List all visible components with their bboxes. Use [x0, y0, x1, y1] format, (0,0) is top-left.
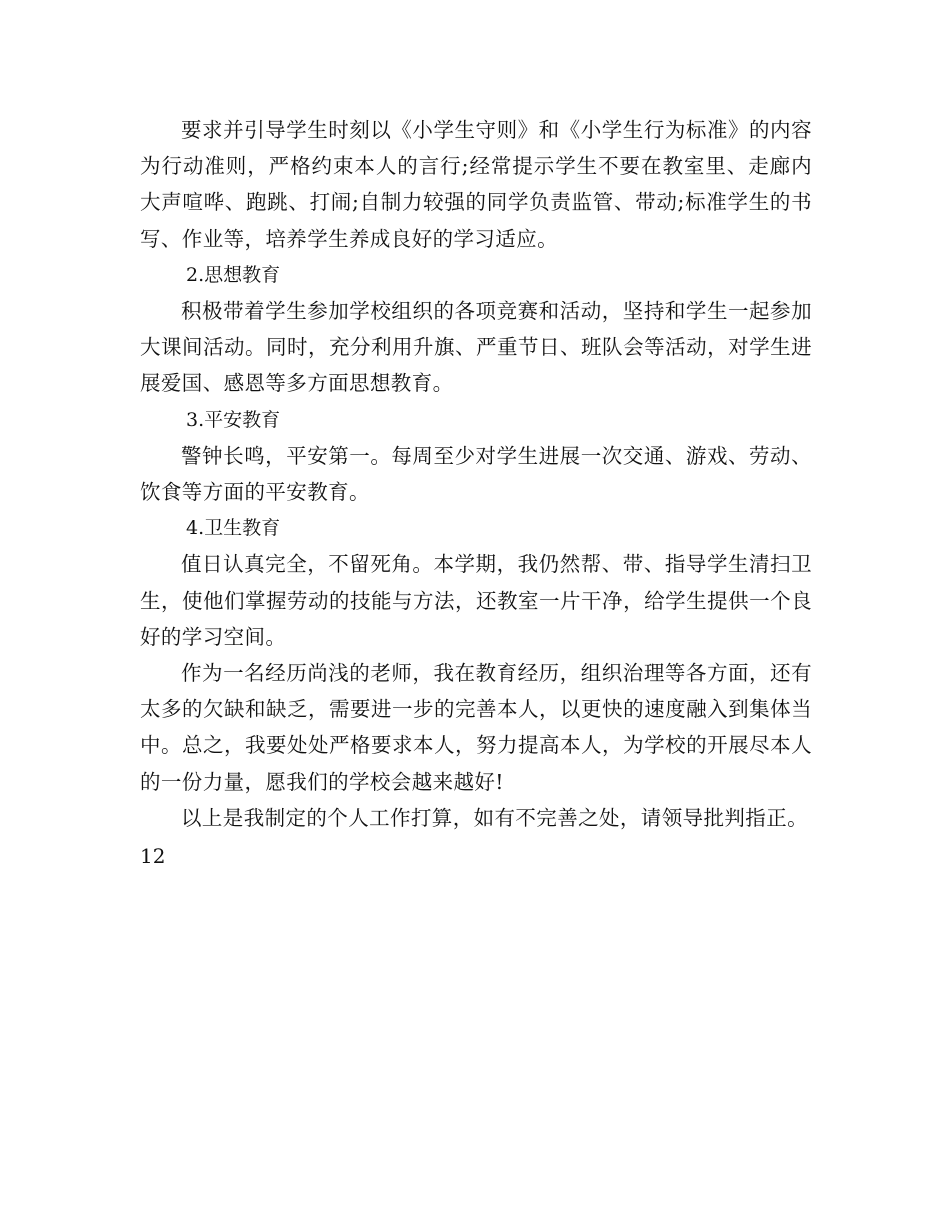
heading-hygiene-education: 4.卫生教育: [186, 517, 281, 540]
paragraph-ideological-education: 积极带着学生参加学校组织的各项竞赛和活动，坚持和学生一起参加大课间活动。同时，充分利用升旗、严重节日、班队会等活动，对学生进展爱国、感恩等多方面思想教育。: [140, 299, 812, 396]
heading-safety-education: 3.平安教育: [186, 408, 281, 431]
paragraph-self-reflection: 作为一名经历尚浅的老师，我在教育经历，组织治理等各方面，还有太多的欠缺和缺乏，需要进一步的完善本人，以更快的速度融入到集体当中。总之，我要处处严格要求本人，努力提高本人，为学校的开展尽本人的一份力量，愿我们的学校会越来越好!: [140, 661, 812, 794]
paragraph-closing: 以上是我制定的个人工作打算，如有不完善之处，请领导批判指正。: [181, 805, 808, 830]
page-number: 12: [140, 844, 166, 869]
paragraph-hygiene-education: 值日认真完全，不留死角。本学期，我仍然帮、带、指导学生清扫卫生，使他们掌握劳动的技能与方法，还教室一片干净，给学生提供一个良好的学习空间。: [140, 552, 812, 649]
heading-ideological-education: 2.思想教育: [186, 263, 281, 286]
document-page: [140, 112, 812, 874]
paragraph-safety-education: 警钟长鸣，平安第一。每周至少对学生进展一次交通、游戏、劳动、饮食等方面的平安教育。: [140, 443, 812, 505]
paragraph-conduct-rules: 要求并引导学生时刻以《小学生守则》和《小学生行为标准》的内容为行动准则，严格约束本人的言行;经常提示学生不要在教室里、走廊内大声喧哗、跑跳、打闹;自制力较强的同学负责监管、带动;标准学生的书写、作业等，培养学生养成良好的学习适应。: [140, 118, 812, 251]
